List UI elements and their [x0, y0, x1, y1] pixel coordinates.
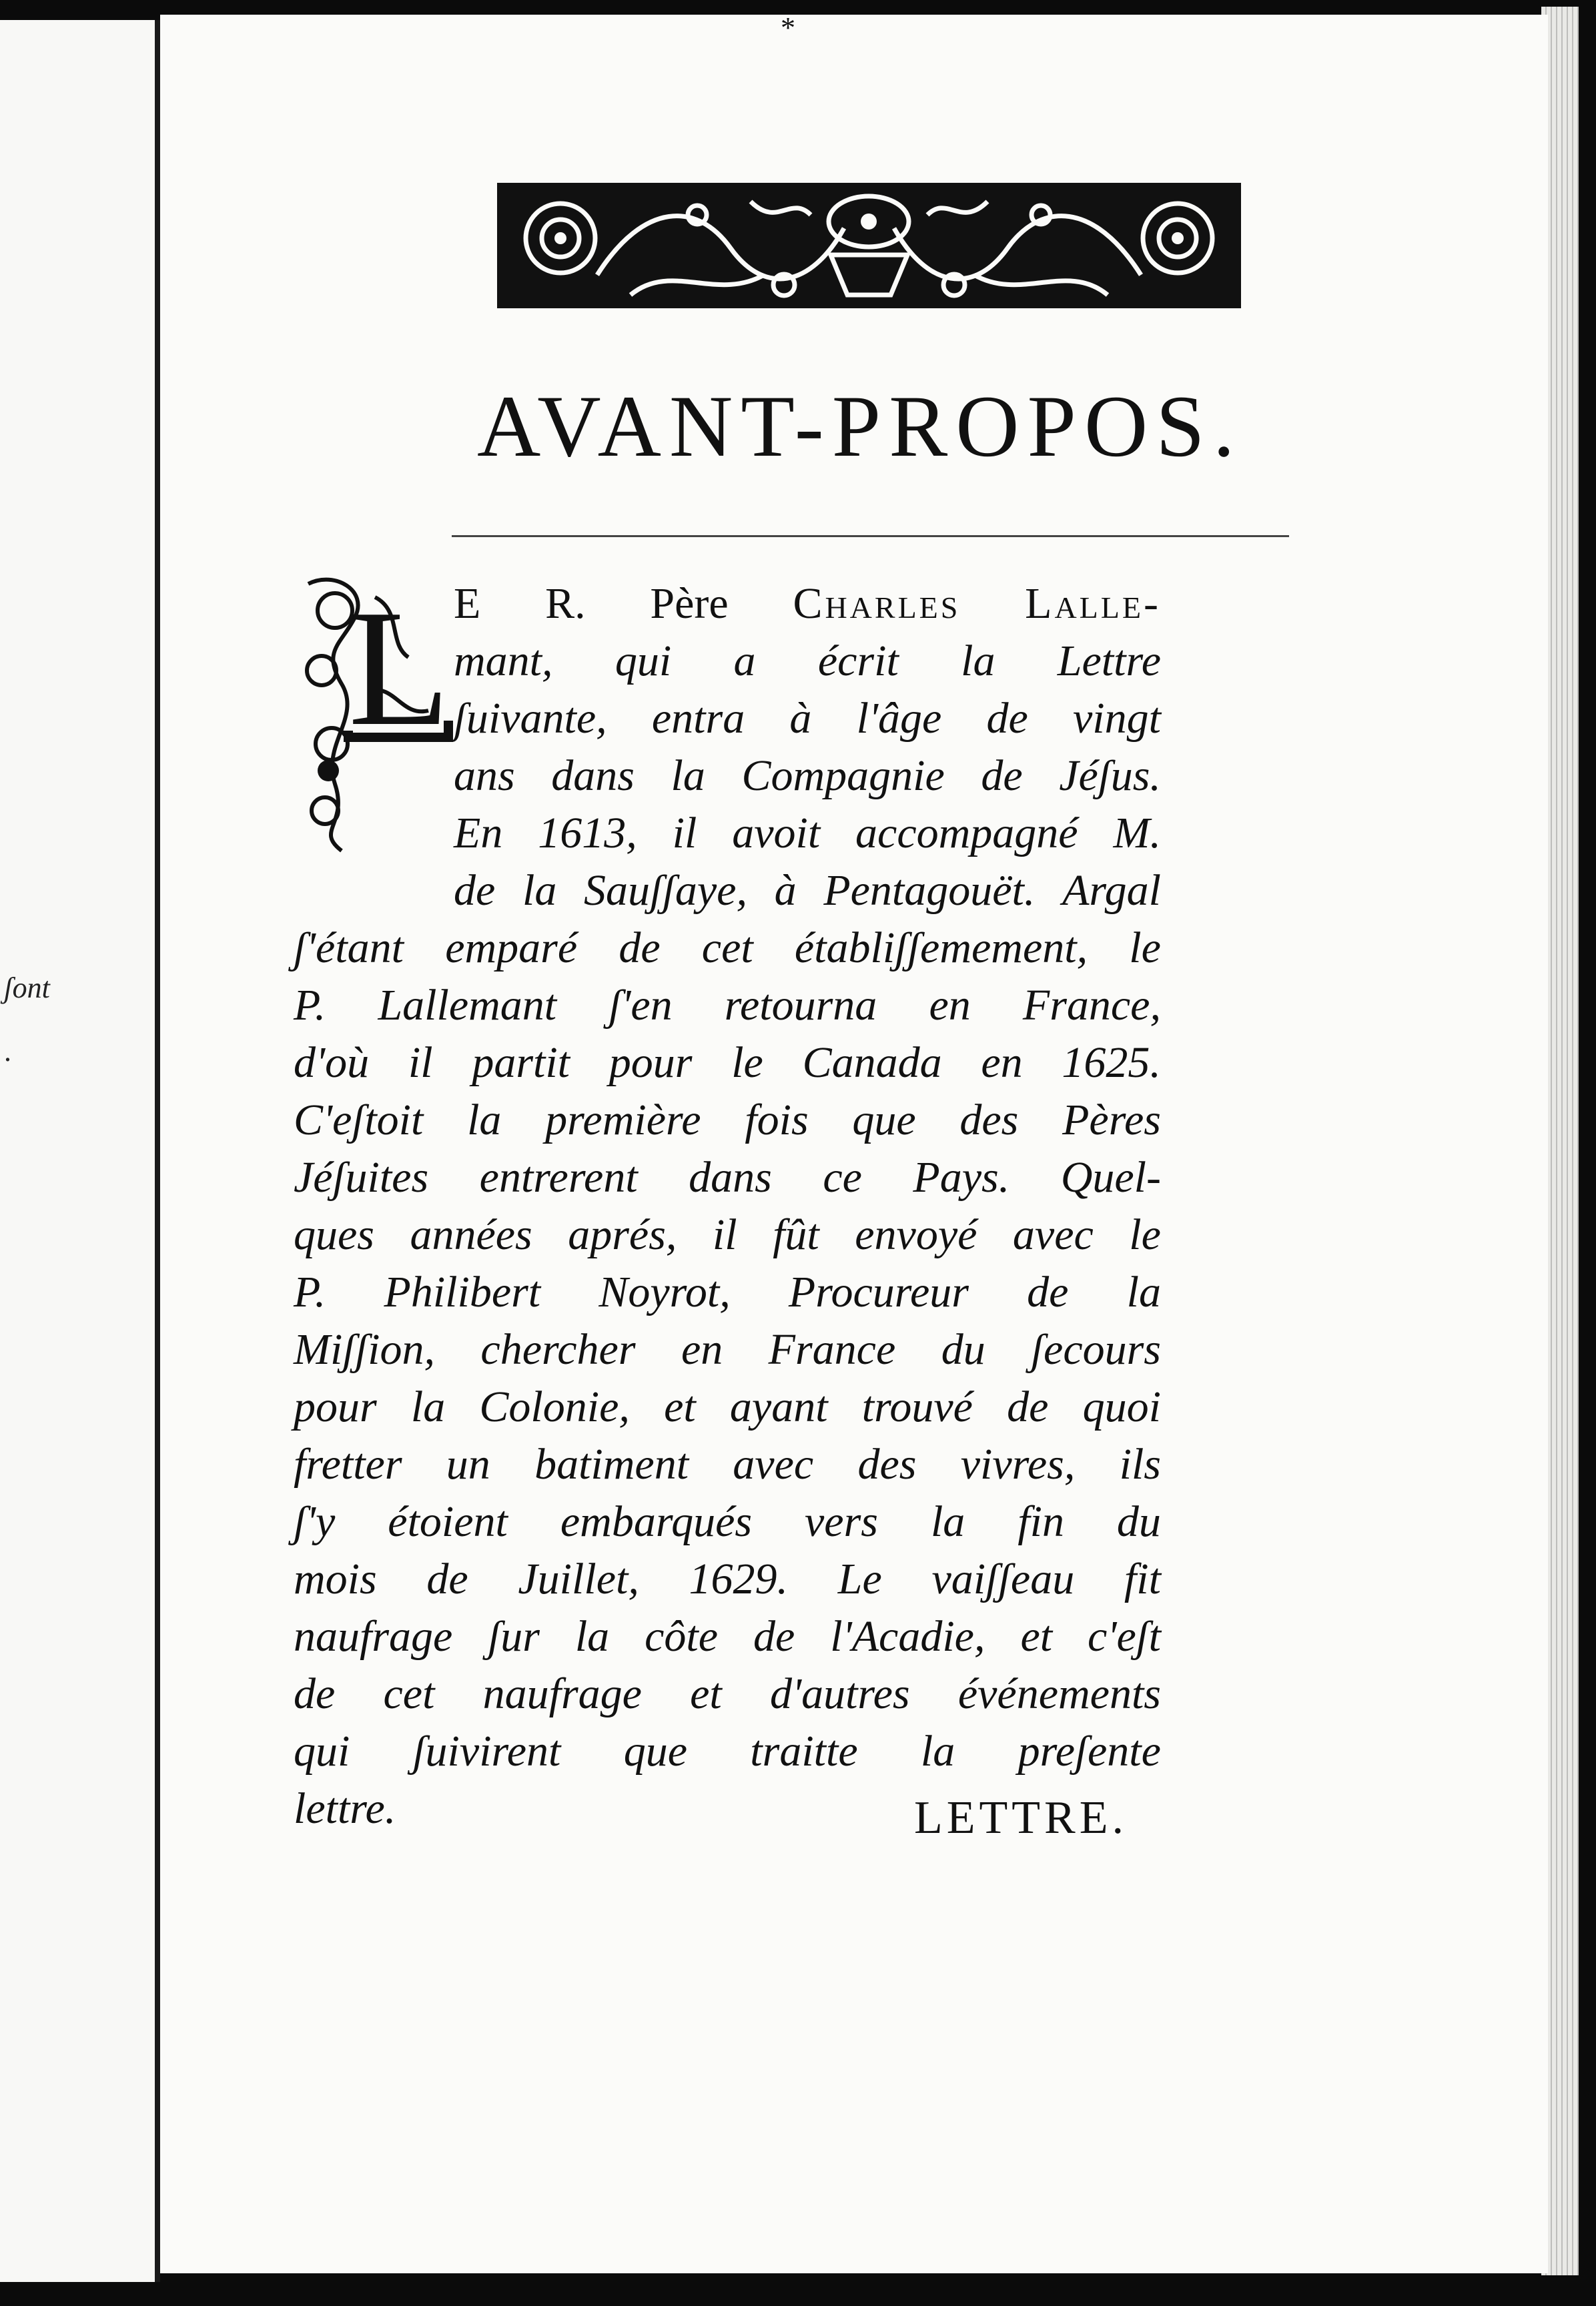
- word: trouvé: [861, 1383, 973, 1431]
- word: il: [408, 1038, 433, 1087]
- word: d'où: [294, 1038, 370, 1087]
- text-line: [294, 747, 1161, 805]
- word: Miʃʃion,: [294, 1325, 435, 1374]
- word: côte: [645, 1612, 719, 1661]
- top-mark: *: [781, 11, 795, 44]
- text-line: [294, 919, 1161, 977]
- word: le: [1129, 1210, 1161, 1259]
- word: retourna: [724, 981, 877, 1030]
- word: l'âge: [856, 694, 942, 743]
- word: en: [929, 981, 971, 1030]
- word: la: [574, 1612, 610, 1661]
- word: il: [672, 809, 697, 857]
- word: écrit: [817, 637, 899, 685]
- word: emparé: [445, 923, 578, 972]
- page-title: AVANT-PROPOS.: [477, 377, 1243, 475]
- word: vivres,: [960, 1440, 1076, 1489]
- text-line: [294, 1034, 1161, 1092]
- word: naufrage: [482, 1669, 642, 1718]
- word: batiment: [534, 1440, 689, 1489]
- word: à: [789, 694, 812, 743]
- word: M.: [1113, 809, 1161, 857]
- word: Lalle-: [1025, 579, 1161, 628]
- word: de: [753, 1612, 795, 1661]
- word: des: [857, 1440, 917, 1489]
- text-line: [294, 1321, 1161, 1379]
- word: C'eʃtoit: [294, 1096, 424, 1144]
- word: fin: [1018, 1497, 1064, 1546]
- text-line: [294, 690, 1161, 747]
- word: aprés,: [568, 1210, 677, 1259]
- word: la: [522, 866, 557, 915]
- word: P.: [294, 981, 326, 1030]
- word: années: [410, 1210, 532, 1259]
- word: dans: [551, 751, 635, 800]
- word: et: [1020, 1612, 1053, 1661]
- word: Lettre: [1057, 637, 1161, 685]
- word: la: [930, 1497, 965, 1546]
- word: Argal: [1062, 866, 1161, 915]
- word: établiʃʃemement,: [794, 923, 1088, 972]
- word: France: [768, 1325, 896, 1374]
- word: Pays.: [913, 1153, 1010, 1202]
- word: l'Acadie,: [830, 1612, 985, 1661]
- word: chercher: [480, 1325, 636, 1374]
- word: Jéʃus.: [1059, 751, 1161, 800]
- word: la: [961, 637, 995, 685]
- word: ils: [1119, 1440, 1161, 1489]
- text-line: [294, 1092, 1161, 1149]
- word: Lallemant: [378, 981, 557, 1030]
- word: Père: [650, 579, 729, 628]
- word: de: [1027, 1268, 1069, 1316]
- word: du: [941, 1325, 985, 1374]
- text-line: [294, 1723, 1161, 1780]
- word: événements: [957, 1669, 1161, 1718]
- word: a: [733, 637, 756, 685]
- word: 1625.: [1062, 1038, 1161, 1087]
- word: ʃ'en: [609, 981, 673, 1030]
- word: embarqués: [560, 1497, 753, 1546]
- title-rule: [452, 535, 1289, 537]
- word: la: [671, 751, 705, 800]
- text-line: [294, 1149, 1161, 1206]
- word: En: [454, 809, 503, 857]
- word: des: [959, 1096, 1019, 1144]
- word: fit: [1124, 1555, 1161, 1603]
- word: envoyé: [855, 1210, 977, 1259]
- word: ce: [823, 1153, 862, 1202]
- word: pour: [609, 1038, 693, 1087]
- word: de: [294, 1669, 336, 1718]
- word: entra: [651, 694, 745, 743]
- svg-text:L: L: [348, 576, 450, 761]
- text-line: [294, 1436, 1161, 1493]
- word: Quel-: [1060, 1153, 1161, 1202]
- word: France,: [1022, 981, 1161, 1030]
- word: traitte: [750, 1727, 858, 1776]
- word: la: [920, 1727, 955, 1776]
- word: Procureur: [788, 1268, 969, 1316]
- word: et: [690, 1669, 722, 1718]
- catchword: LETTRE.: [914, 1792, 1128, 1844]
- word: Pères: [1062, 1096, 1161, 1144]
- word: quoi: [1082, 1383, 1161, 1431]
- word: ques: [294, 1210, 374, 1259]
- word: de: [1007, 1383, 1049, 1431]
- word: qui: [615, 637, 672, 685]
- foreword-body: [294, 575, 1161, 1838]
- word: le: [1129, 923, 1161, 972]
- text-line: [294, 1608, 1161, 1665]
- word: de: [454, 866, 496, 915]
- word: avec: [1012, 1210, 1094, 1259]
- word: Noyrot,: [598, 1268, 731, 1316]
- word: de: [986, 694, 1028, 743]
- previous-page-edge: [0, 20, 160, 2282]
- word: étoient: [388, 1497, 508, 1546]
- word: Le: [837, 1555, 882, 1603]
- word: en: [681, 1325, 723, 1374]
- previous-page-mark: .: [4, 1035, 11, 1068]
- word: Pentagouët.: [823, 866, 1036, 915]
- word: vers: [805, 1497, 878, 1546]
- word: fût: [773, 1210, 819, 1259]
- word: Juillet,: [518, 1555, 639, 1603]
- word: P.: [294, 1268, 326, 1316]
- word: avoit: [732, 809, 821, 857]
- word: ʃ'étant: [294, 923, 404, 972]
- word: d'autres: [769, 1669, 910, 1718]
- word: partit: [472, 1038, 570, 1087]
- word: ʃur: [488, 1612, 540, 1661]
- word: vaiʃʃeau: [931, 1555, 1075, 1603]
- word: en: [981, 1038, 1023, 1087]
- word: à: [774, 866, 797, 915]
- text-line: lettre.: [294, 1784, 396, 1833]
- word: dans: [689, 1153, 772, 1202]
- word: fretter: [294, 1440, 402, 1489]
- word: R.: [545, 579, 586, 628]
- word: ʃ'y: [294, 1497, 336, 1546]
- text-line: [294, 633, 1161, 690]
- word: de: [426, 1555, 468, 1603]
- text-line: [294, 1379, 1161, 1436]
- word: Canada: [802, 1038, 942, 1087]
- word: de: [981, 751, 1023, 800]
- text-line: [294, 977, 1161, 1034]
- word: Compagnie: [741, 751, 945, 800]
- word: avec: [733, 1440, 814, 1489]
- word: pour: [294, 1383, 377, 1431]
- word: entrerent: [479, 1153, 638, 1202]
- word: ʃuivante,: [454, 694, 607, 743]
- word: ʃuivirent: [412, 1727, 561, 1776]
- text-line: [294, 1665, 1161, 1723]
- word: Philibert: [384, 1268, 541, 1316]
- word: un: [446, 1440, 490, 1489]
- word: naufrage: [294, 1612, 453, 1661]
- word: le: [731, 1038, 763, 1087]
- word: du: [1116, 1497, 1161, 1546]
- word: et: [664, 1383, 696, 1431]
- word: la: [1126, 1268, 1161, 1316]
- word: mois: [294, 1555, 377, 1603]
- word: la: [467, 1096, 502, 1144]
- word: ʃecours: [1031, 1325, 1161, 1374]
- text-line: [294, 1264, 1161, 1321]
- word: preʃente: [1018, 1727, 1161, 1776]
- word: accompagné: [855, 809, 1078, 857]
- word: 1613,: [538, 809, 637, 857]
- word: vingt: [1073, 694, 1161, 743]
- word: Sauʃʃaye,: [584, 866, 747, 915]
- word: cet: [701, 923, 753, 972]
- text-line: [294, 1493, 1161, 1551]
- text-line: [294, 805, 1161, 862]
- previous-page-text-fragment: ʃont: [4, 972, 50, 1004]
- word: Colonie,: [479, 1383, 630, 1431]
- word: cet: [383, 1669, 435, 1718]
- text-line: [294, 862, 1161, 919]
- word: c'eʃt: [1088, 1612, 1161, 1661]
- word: la: [410, 1383, 446, 1431]
- word: 1629.: [689, 1555, 789, 1603]
- text-line: [294, 1551, 1161, 1608]
- word: Charles: [793, 579, 961, 628]
- word: E: [454, 579, 481, 628]
- ornamental-headpiece: [497, 175, 1241, 316]
- word: ayant: [729, 1383, 828, 1431]
- word: fois: [745, 1096, 809, 1144]
- word: première: [545, 1096, 701, 1144]
- word: Jéʃuites: [294, 1153, 429, 1202]
- text-line: [294, 575, 1161, 633]
- word: de: [619, 923, 661, 972]
- word: il: [712, 1210, 737, 1259]
- word: que: [852, 1096, 916, 1144]
- word: mant,: [454, 637, 553, 685]
- word: qui: [294, 1727, 350, 1776]
- word: que: [623, 1727, 687, 1776]
- word: ans: [454, 751, 515, 800]
- text-line: [294, 1206, 1161, 1264]
